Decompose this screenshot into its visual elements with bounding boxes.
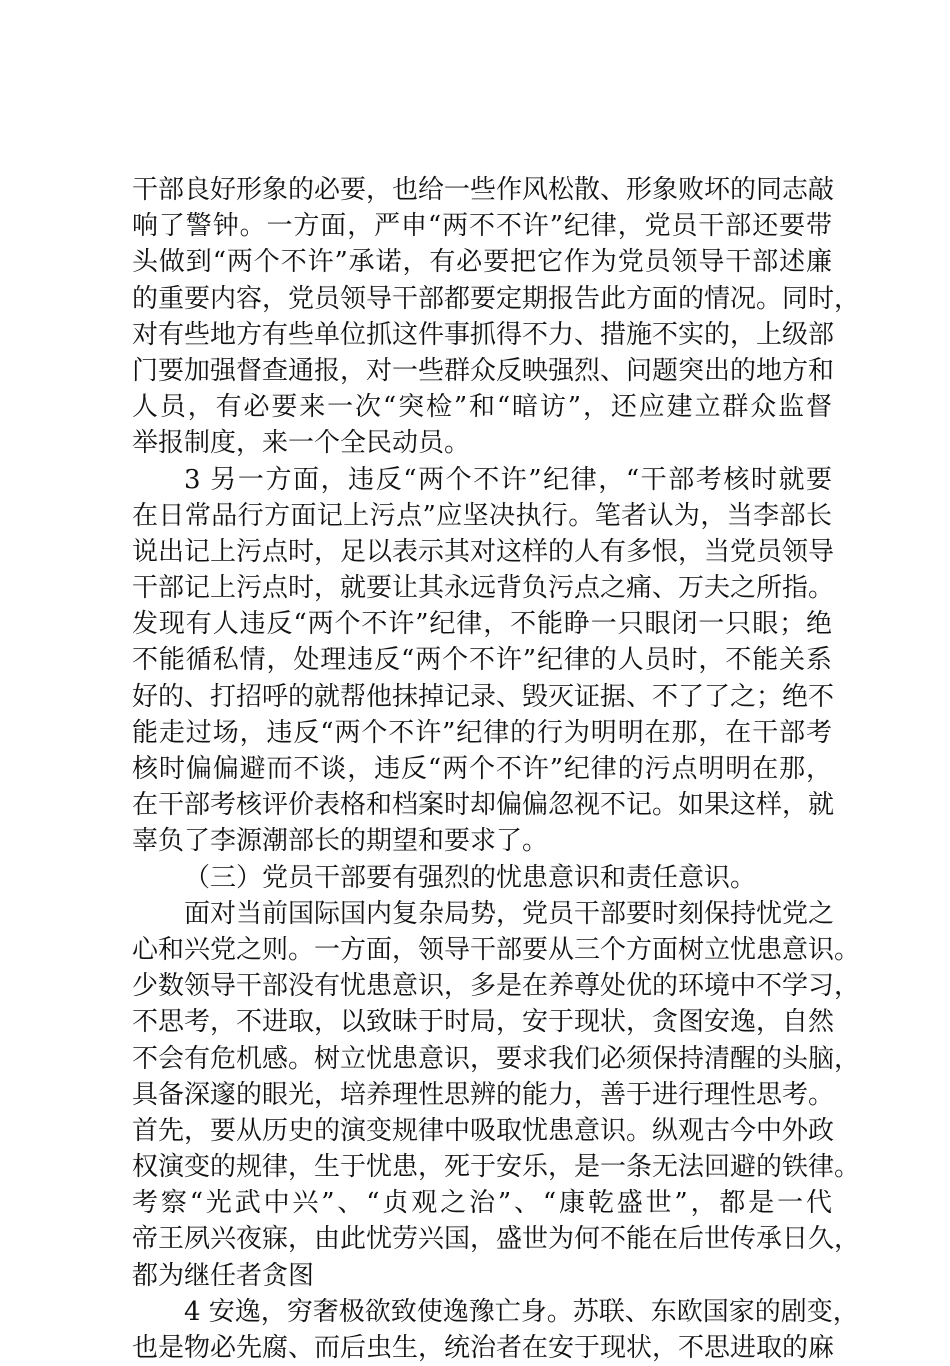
text-line: 不会有危机感。树立忧患意识，要求我们必须保持清醒的头脑， <box>132 1043 861 1074</box>
text-line: 权演变的规律，生于忧患，死于安乐，是一条无法回避的铁律。 <box>132 1152 861 1183</box>
text-line: 发现有人违反“两个不许”纪律，不能睁一只眼闭一只眼；绝 <box>132 609 832 640</box>
text-line: 在干部考核评价表格和档案时却偏偏忽视不记。如果这样，就 <box>132 790 835 821</box>
section-heading: （三）党员干部要有强烈的忧患意识和责任意识。 <box>184 862 757 893</box>
body-text <box>132 172 861 1366</box>
text-line: 能走过场，违反“两个不许”纪律的行为明明在那，在干部考 <box>132 717 832 748</box>
text-line: 的重要内容，党员领导干部都要定期报告此方面的情况。同时， <box>132 283 861 314</box>
text-line: 人员，有必要来一次“突检”和“暗访”，还应建立群众监督 <box>132 392 832 423</box>
text-line: 心和兴党之则。一方面，领导干部要从三个方面树立忧患意识。 <box>132 934 861 965</box>
text-line: 也是物必先腐、而后虫生，统治者在安于现状，不思进取的麻 <box>132 1333 835 1363</box>
text-line: 在日常品行方面记上污点”应坚决执行。笔者认为，当李部长 <box>132 500 832 531</box>
text-line: 头做到“两个不许”承诺，有必要把它作为党员领导干部述廉 <box>132 247 832 278</box>
text-line: 举报制度，来一个全民动员。 <box>132 428 471 459</box>
text-line: 干部记上污点时，就要让其永远背负污点之痛、万夫之所指。 <box>132 573 835 604</box>
text-line: 辜负了李源潮部长的期望和要求了。 <box>132 826 549 857</box>
text-line: 考察“光武中兴”、“贞观之治”、“康乾盛世”，都是一代 <box>132 1188 832 1219</box>
text-line: 说出记上污点时，足以表示其对这样的人有多恨，当党员领导 <box>132 536 835 567</box>
text-line: 核时偏偏避而不谈，违反“两个不许”纪律的污点明明在那， <box>132 754 832 784</box>
text-line: 4 安逸，穷奢极欲致使逸豫亡身。苏联、东欧国家的剧变， <box>184 1296 859 1327</box>
text-line: 不能循私情，处理违反“两个不许”纪律的人员时，不能关系 <box>132 645 832 676</box>
text-line: 干部良好形象的必要，也给一些作风松散、形象败坏的同志敲 <box>132 175 835 205</box>
text-line: 面对当前国际国内复杂局势，党员干部要时刻保持忧党之 <box>184 898 835 929</box>
text-line: 少数领导干部没有忧患意识，多是在养尊处优的环境中不学习， <box>132 971 861 1002</box>
text-line: 对有些地方有些单位抓这件事抓得不力、措施不实的，上级部 <box>132 319 835 350</box>
text-line: 3 另一方面，违反“两个不许”纪律，“干部考核时就要 <box>184 464 832 495</box>
text-line: 帝王夙兴夜寐，由此忧劳兴国，盛世为何不能在后世传承日久， <box>132 1224 861 1255</box>
text-line: 都为继任者贪图 <box>132 1260 315 1291</box>
text-line: 首先，要从历史的演变规律中吸取忧患意识。纵观古今中外政 <box>132 1115 835 1146</box>
text-line: 门要加强督查通报，对一些群众反映强烈、问题突出的地方和 <box>132 355 835 386</box>
text-line: 具备深邃的眼光，培养理性思辨的能力，善于进行理性思考。 <box>132 1079 835 1110</box>
text-line: 不思考，不进取，以致昧于时局，安于现状，贪图安逸，自然 <box>132 1007 835 1038</box>
text-line: 好的、打招呼的就帮他抹掉记录、毁灭证据、不了了之；绝不 <box>132 681 835 712</box>
text-line: 响了警钟。一方面，严申“两不不许”纪律，党员干部还要带 <box>132 211 832 242</box>
